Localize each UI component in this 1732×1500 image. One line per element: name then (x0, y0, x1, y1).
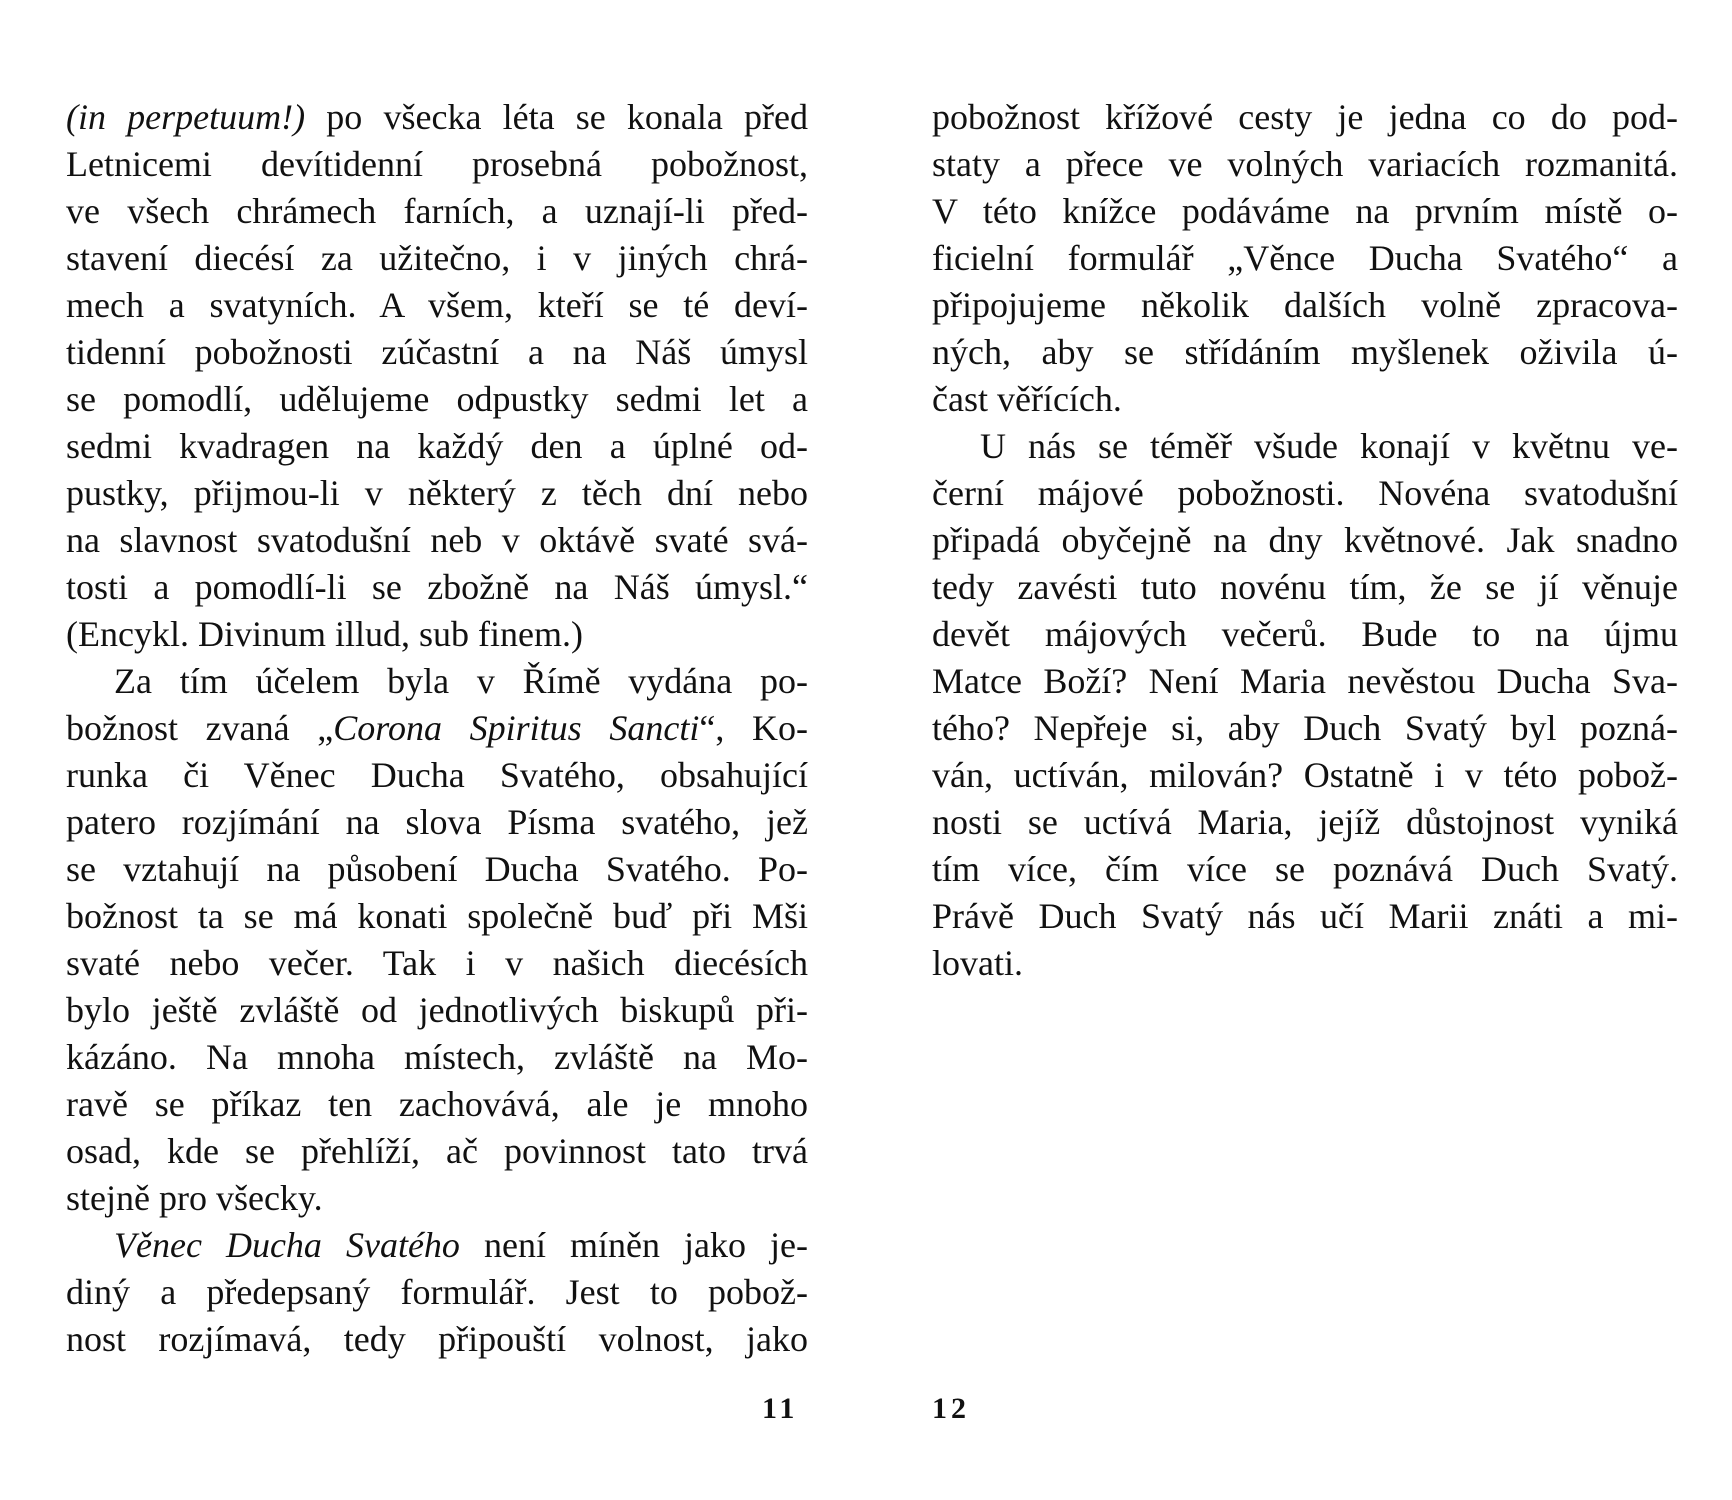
text-line: Matce Boží? Není Maria nevěstou Ducha Sva- (932, 661, 1678, 701)
text-line: nosti se uctívá Maria, jejíž důstojnost vyniká (932, 802, 1678, 842)
text-line: patero rozjímání na slova Písma svatého, jež (66, 802, 808, 842)
text-line: Věnec Ducha Svatého není míněn jako je- (114, 1225, 808, 1265)
text-line: sedmi kvadragen na každý den a úplné od- (66, 426, 808, 466)
text-line: tím více, čím více se poznává Duch Svatý. (932, 849, 1678, 889)
text-line: božnost zvaná „Corona Spiritus Sancti“, Ko- (66, 708, 808, 748)
left-page-text (66, 94, 808, 1363)
text-line: kázáno. Na mnoha místech, zvláště na Mo- (66, 1037, 808, 1077)
text-line: pobožnost křížové cesty je jedna co do pod- (932, 97, 1678, 137)
text-line: ván, uctíván, milován? Ostatně i v této pobož- (932, 755, 1678, 795)
text-line: ných, aby se střídáním myšlenek oživila ú- (932, 332, 1678, 372)
text-line: U nás se téměř všude konají v květnu ve- (980, 426, 1678, 466)
text-line: (Encykl. Divinum illud, sub finem.) (66, 614, 583, 654)
text-line: se vztahují na působení Ducha Svatého. Po- (66, 849, 808, 889)
text-line: připojujeme několik dalších volně zpracova- (932, 285, 1678, 325)
text-line: stejně pro všecky. (66, 1178, 323, 1218)
text-line: na slavnost svatodušní neb v oktávě svaté svá- (66, 520, 808, 560)
text-line: runka či Věnec Ducha Svatého, obsahující (66, 755, 808, 795)
text-line: černí májové pobožnosti. Novéna svatodušní (932, 473, 1678, 513)
text-line: osad, kde se přehlíží, ač povinnost tato trvá (66, 1131, 808, 1171)
text-line: pustky, přijmou-li v některý z těch dní nebo (66, 473, 808, 513)
text-line: se pomodlí, udělujeme odpustky sedmi let a (66, 379, 808, 419)
text-line: božnost ta se má konati společně buď při Mši (66, 896, 808, 936)
text-line: Letnicemi devítidenní prosebná pobožnost, (66, 144, 808, 184)
text-line: Za tím účelem byla v Římě vydána po- (114, 661, 808, 701)
text-line: tosti a pomodlí-li se zbožně na Náš úmysl.“ (66, 567, 808, 607)
text-line: ficielní formulář „Věnce Ducha Svatého“ a (932, 238, 1678, 278)
page-number-left: 11 (762, 1392, 799, 1425)
text-line: diný a předepsaný formulář. Jest to pobož- (66, 1272, 808, 1312)
text-line: bylo ještě zvláště od jednotlivých biskupů při- (66, 990, 808, 1030)
text-line: Právě Duch Svatý nás učí Marii znáti a mi- (932, 896, 1678, 936)
text-line: lovati. (932, 943, 1023, 983)
text-line: mech a svatyních. A všem, kteří se té deví- (66, 285, 808, 325)
text-line: ravě se příkaz ten zachovává, ale je mnoho (66, 1084, 808, 1124)
text-line: stavení diecésí za užitečno, i v jiných chrá- (66, 238, 808, 278)
text-line: (in perpetuum!) po všecka léta se konala před (66, 97, 809, 137)
text-line: devět májových večerů. Bude to na újmu (932, 614, 1678, 654)
text-line: nost rozjímavá, tedy připouští volnost, jako (66, 1319, 808, 1359)
text-line: ve všech chrámech farních, a uznají-li před- (66, 191, 808, 231)
text-line: svaté nebo večer. Tak i v našich diecésích (66, 943, 808, 983)
text-line: připadá obyčejně na dny květnové. Jak snadno (932, 520, 1678, 560)
text-line: tedy zavésti tuto novénu tím, že se jí věnuje (932, 567, 1678, 607)
text-line: staty a přece ve volných variacích rozmanitá. (932, 144, 1678, 184)
text-line: čast věřících. (932, 379, 1122, 419)
text-line: tidenní pobožnosti zúčastní a na Náš úmysl (66, 332, 808, 372)
right-page-text (932, 94, 1678, 987)
text-line: V této knížce podáváme na prvním místě o- (932, 191, 1678, 231)
text-line: tého? Nepřeje si, aby Duch Svatý byl pozná- (932, 708, 1678, 748)
page-number-right: 12 (932, 1392, 970, 1425)
